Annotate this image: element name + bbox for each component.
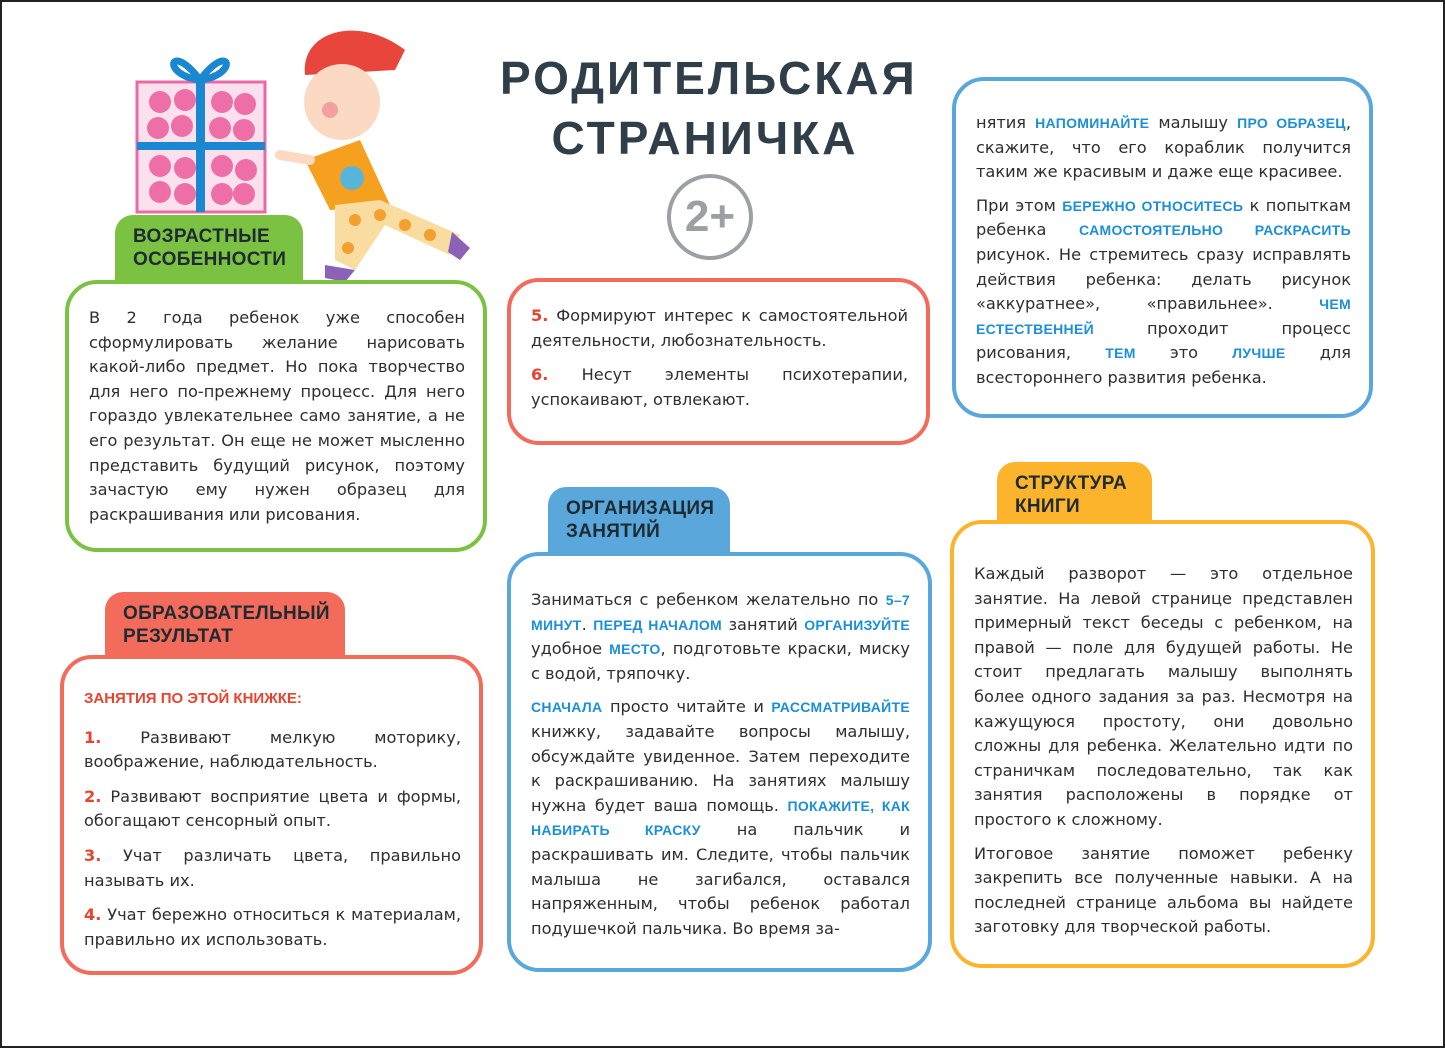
highlighted-text: 5–7 МИНУТ [531, 592, 910, 633]
highlighted-text: ОРГАНИЗУЙТЕ [804, 616, 910, 633]
paragraph [974, 562, 1353, 833]
highlighted-text: СНАЧАЛА [531, 699, 603, 716]
list-item [84, 903, 461, 952]
item-number: 4. [84, 905, 102, 925]
item-number: 3. [84, 845, 102, 865]
text-segment: . [581, 614, 594, 634]
text-segment: для всестороннего развития ребенка. [976, 343, 1351, 387]
item-text: Формируют интерес к самостоятельной деятельности, любознательность. [531, 306, 908, 350]
text-segment: , скажите, что его кораблик получится таким же красивым и даже еще красивее. [976, 113, 1351, 182]
paragraph [89, 306, 465, 527]
item-text: Учат бережно относиться к материалам, правильно их использовать. [84, 905, 461, 949]
text-segment: удобное [531, 639, 610, 659]
text-segment: Каждый разворот — это отдельное занятие. На левой странице представлен примерный текст беседы с ребенком, на правой — поле для будущей работы. Не стоит предлагать малышу выполнять более одного задания за раз. Несмотря на кажущуюся простоту, они довольно сложны для ребенка. Желательно идти по страничкам последовательно, так как занятия расположены в порядке от простого к сложному. [974, 564, 1353, 829]
edu-section-box [60, 655, 483, 975]
list-item [84, 726, 461, 775]
text-segment: В 2 года ребенок уже способен сформулировать желание нарисовать какой-либо предмет. Но пока творчество для него по-прежнему процесс. Для него гораздо увлекательнее само занятие, а не его результат. Он еще не может мысленно представить будущий рисунок, поэтому зачастую ему нужен образец для раскрашивания или рисования. [89, 308, 465, 524]
highlighted-text: ЛУЧШЕ [1232, 345, 1286, 362]
edu-subtitle: ЗАНЯТИЯ ПО ЭТОЙ КНИЖКЕ: [84, 690, 302, 707]
age-section-box [65, 280, 487, 552]
highlighted-text: САМОСТОЯТЕЛЬНО РАСКРАСИТЬ [1079, 222, 1351, 239]
org-continued-box [952, 77, 1373, 418]
text-segment: занятий [722, 614, 805, 634]
book-section-box [950, 520, 1375, 968]
highlighted-text: ПЕРЕД НАЧАЛОМ [593, 616, 722, 633]
highlighted-text: НАПОМИНАЙТЕ [1035, 115, 1150, 131]
item-text: Развивают мелкую моторику, воображение, наблюдательность. [84, 727, 461, 772]
text-segment: Итоговое занятие поможет ребенку закрепить все полученные навыки. А на последней странице альбома вы найдете заготовку для творческой работы. [974, 843, 1353, 937]
gift-icon [137, 61, 265, 212]
page-title: РОДИТЕЛЬСКАЯ СТРАНИЧКА [500, 52, 918, 164]
list-item [531, 304, 908, 353]
edu-section-tab: ОБРАЗОВАТЕЛЬНЫЙ РЕЗУЛЬТАТ [105, 592, 345, 662]
org-section-tab: ОРГАНИЗАЦИЯ ЗАНЯТИЙ [548, 487, 730, 557]
text-segment: малышу [1149, 113, 1238, 132]
paragraph [976, 111, 1351, 185]
highlighted-text: РАССМАТРИВАЙТЕ [771, 699, 910, 716]
age-badge: 2+ [667, 174, 753, 260]
text-segment: При этом [976, 195, 1063, 215]
highlighted-text: МЕСТО [609, 641, 661, 658]
highlighted-text: ЧЕМ ЕСТЕСТВЕННЕЙ [976, 296, 1351, 337]
text-segment: нятия [976, 113, 1036, 132]
text-segment: рисунок. Не стремитесь сразу исправлять действия ребенка: делать рисунок «аккуратнее», «правильнее». [976, 244, 1351, 314]
list-item [531, 363, 908, 412]
item-number: 6. [531, 365, 549, 385]
age-section-tab: ВОЗРАСТНЫЕ ОСОБЕННОСТИ [115, 215, 303, 285]
text-segment: просто читайте и [602, 697, 772, 717]
book-section-tab: СТРУКТУРА КНИГИ [997, 462, 1152, 530]
paragraph [531, 695, 910, 941]
list-item [84, 844, 461, 893]
text-segment: , подготовьте краски, миску с водой, тряпочку. [531, 639, 910, 683]
highlighted-text: ПОКАЖИТЕ, КАК НАБИРАТЬ КРАСКУ [531, 797, 911, 839]
item-number: 2. [84, 786, 102, 806]
item-number: 5. [531, 306, 549, 325]
highlighted-text: ТЕМ [1105, 345, 1136, 362]
paragraph [974, 842, 1353, 940]
child-figure [280, 31, 470, 282]
item-text: Развивают восприятие цвета и формы, обогащают сенсорный опыт. [84, 786, 461, 831]
item-text: Несут элементы психотерапии, успокаивают, отвлекают. [531, 365, 908, 409]
item-text: Учат различать цвета, правильно называть их. [84, 845, 462, 890]
list-item [84, 785, 461, 834]
item-number: 1. [84, 727, 102, 747]
paragraph [531, 588, 910, 686]
highlighted-text: ПРО ОБРАЗЕЦ [1237, 115, 1346, 131]
text-segment: Заниматься с ребенком желательно по [531, 590, 886, 609]
org-section-box [507, 552, 932, 972]
text-segment: книжку, задавайте вопросы малышу, обсуждайте увиденное. Затем переходите к раскрашиванию. На занятиях малышу нужна будет ваша помощь. [531, 721, 910, 815]
paragraph [976, 194, 1351, 391]
text-segment: проходит процесс рисования, [976, 318, 1351, 363]
text-segment: на пальчик и раскрашивать им. Следите, чтобы пальчик малыша не загибался, оставался напряженным, чтобы ребенок работал подушечкой пальчика. Во время за- [531, 820, 911, 938]
text-segment: к попыткам ребенка [976, 195, 1351, 240]
edu-continued-box [507, 278, 930, 445]
text-segment: это [1135, 343, 1233, 363]
highlighted-text: БЕРЕЖНО ОТНОСИТЕСЬ [1062, 197, 1244, 214]
